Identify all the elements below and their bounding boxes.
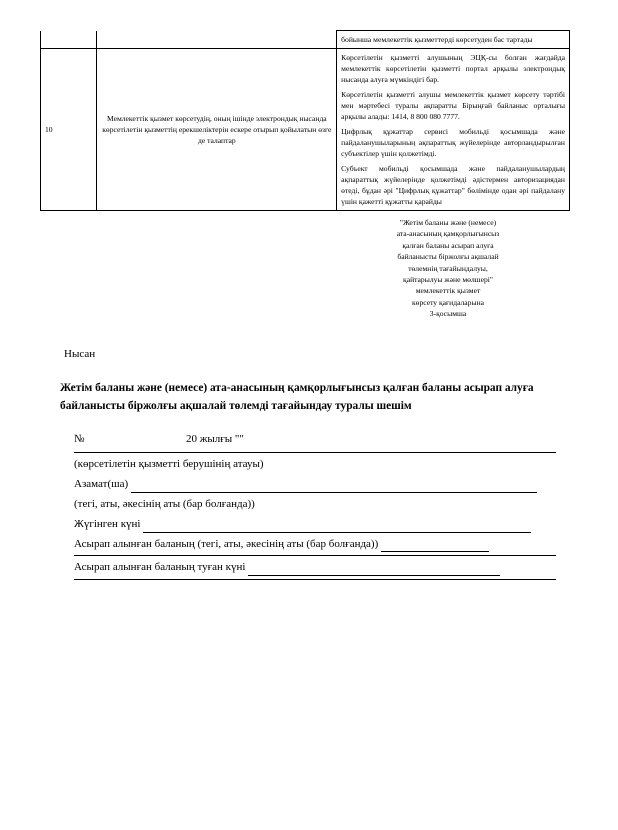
table-row: [41, 31, 570, 49]
requirement-paragraph: Цифрлық құжаттар сервисі мобильді қосымшада және пайдаланушыларының ақпараттық жүйелерінде авторландырылған субъектілер үшін қолжетімді.: [341, 127, 565, 158]
number-sign-label: №: [74, 433, 85, 446]
adopted-child-blank[interactable]: [381, 540, 489, 552]
decision-number-row: [74, 431, 558, 448]
applied-date-row: [74, 516, 558, 533]
form-type-label: Нысан: [64, 347, 96, 360]
cell-requirement-title: Мемлекеттік қызмет көрсетудің, оның ішінде электрондық нысанда көрсетілетін қызметтің ерекшеліктерін ескере отырып қойылатын өзге де талаптар: [97, 49, 337, 211]
note-line: қайтарылуы және мөлшері": [403, 274, 493, 284]
citizen-blank[interactable]: [131, 481, 537, 493]
citizen-row: [74, 476, 558, 493]
note-line: мемлекеттік қызмет: [415, 286, 481, 296]
cell-middle-empty: [97, 31, 337, 49]
adopted-child-blank-line-2[interactable]: [74, 555, 556, 556]
provider-name-blank-line[interactable]: [74, 452, 556, 453]
note-line: 3-қосымша: [429, 309, 467, 319]
applied-date-label: Жүгінген күні: [74, 518, 141, 531]
year-word: жылғы: [199, 433, 233, 446]
table-row: [41, 49, 570, 211]
requirement-paragraph: Субъект мобильді қосымшада және пайдаланушылардың ақпараттық жүйелерінде қолжетімді әдістермен авторизациядан өтеді, бұдан әрі "Цифрлық құжаттар" бөлімінде одан әрі пайдалану үшін қажетті құжатты қарайды: [341, 164, 565, 206]
note-line: қалған баланы асырап алуға: [402, 240, 494, 250]
note-line: төлемнің тағайындалуы,: [408, 263, 488, 273]
annex-reference-note: [368, 217, 528, 320]
adopted-birth-label: Асырап алынған баланың туған күні: [74, 561, 246, 574]
note-line: байланысты біржолғы ақшалай: [397, 252, 499, 262]
citizen-label: Азамат(ша): [74, 478, 129, 491]
adopted-child-label: Асырап алынған баланың (тегі, аты, әкесінің аты (бар болғанда)): [74, 537, 379, 550]
citizen-fio-caption: (тегі, аты, әкесінің аты (бар болғанда)): [74, 497, 255, 510]
year-prefix: 20: [186, 433, 197, 446]
adopted-birth-blank[interactable]: [248, 564, 500, 576]
document-page: [0, 30, 618, 830]
requirement-paragraph: Көрсетілетін қызметті алушының ЭЦҚ-сы болған жағдайда мемлекеттік көрсетілетін қызметті портал арқылы электрондық нысанда алуға мүмкіндігі бар.: [341, 53, 565, 84]
form-section: [60, 346, 558, 580]
applied-date-blank[interactable]: [143, 521, 531, 533]
adopted-child-row: [74, 536, 558, 553]
adopted-birth-blank-line-2[interactable]: [74, 579, 556, 580]
provider-name-caption: (көрсетілетін қызметті берушінің атауы): [74, 457, 264, 470]
note-line: ата-анасының қамқорлығынсыз: [396, 229, 500, 239]
adopted-birth-row: [74, 559, 558, 576]
requirement-paragraph: Көрсетілетін қызметті алушы мемлекеттік қызмет көрсету тәртібі мен мәртебесі туралы ақпаратты Бірыңғай байланыс орталығы арқылы алады: 1414, 8 800 080 7777.: [341, 90, 565, 121]
service-standard-table: [40, 30, 570, 211]
quote-open: ": [234, 433, 240, 446]
cell-row-number: 10: [41, 49, 97, 211]
note-line: "Жетім баланы және (немесе): [399, 218, 497, 227]
form-title: Жетім баланы және (немесе) ата-анасының қамқорлығынсыз қалған баланы асырап алуға байланысты біржолғы ақшалай төлемді тағайындау туралы шешім: [60, 382, 534, 412]
quote-close: ": [239, 433, 244, 446]
note-line: көрсету қағидаларына: [411, 297, 485, 307]
cell-right-continued: бойынша мемлекеттік қызметтерді көрсетуден бас тартады: [337, 31, 570, 49]
cell-requirement-body: [337, 49, 570, 211]
cell-number-empty: [41, 31, 97, 49]
